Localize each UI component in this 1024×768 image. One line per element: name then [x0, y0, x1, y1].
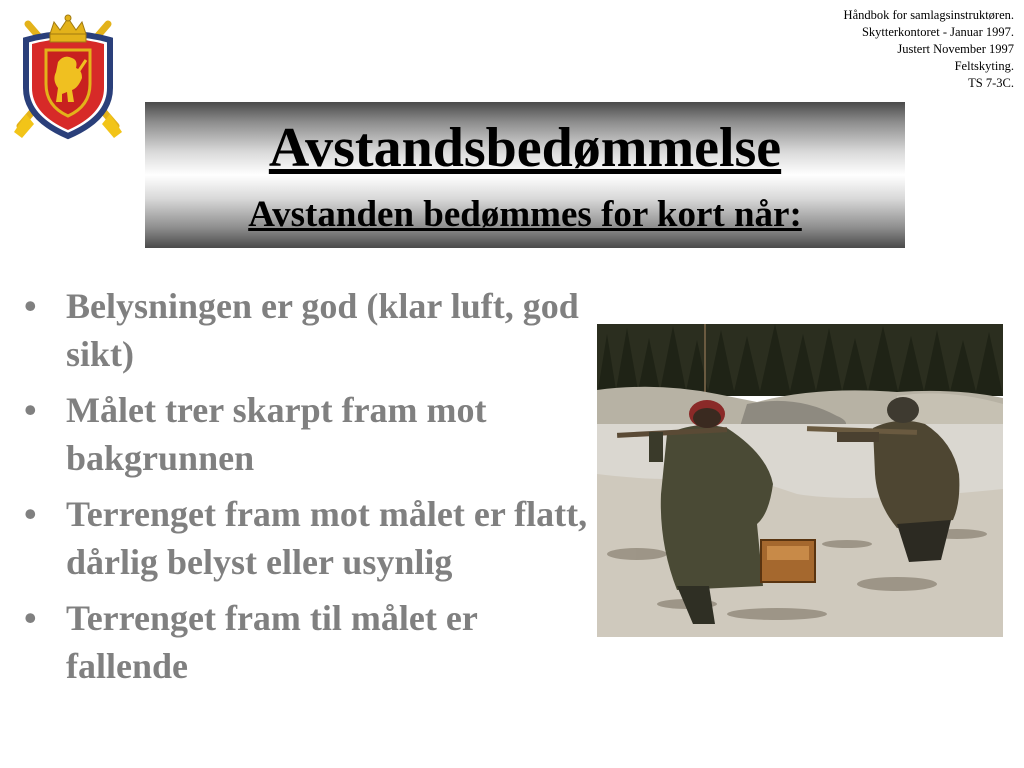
slide-title: Avstandsbedømmelse — [268, 117, 782, 179]
bullet-dot: • — [24, 494, 37, 534]
title-banner — [145, 102, 905, 248]
list-item — [22, 490, 597, 586]
list-item — [22, 282, 597, 378]
list-item — [22, 594, 597, 690]
slide-subtitle: Avstanden bedømmes for kort når: — [248, 194, 802, 235]
bullet-list — [22, 282, 597, 698]
reference-line: Håndbok for samlagsinstruktøren. — [843, 8, 1014, 22]
bullet-text: Terrenget fram mot målet er flatt, dårlig belyst eller usynlig — [66, 494, 588, 582]
list-item — [22, 386, 597, 482]
bullet-text: Terrenget fram til målet er fallende — [66, 598, 478, 686]
bullet-text: Målet trer skarpt fram mot bakgrunnen — [66, 390, 487, 478]
bullet-dot: • — [24, 598, 37, 638]
reference-line: Justert November 1997 — [897, 42, 1014, 56]
document-reference-note — [844, 7, 1014, 92]
reference-line: Skytterkontoret - Januar 1997. — [861, 25, 1014, 39]
bullet-text: Belysningen er god (klar luft, god sikt) — [66, 286, 579, 374]
bullet-dot: • — [24, 286, 37, 326]
shooters-photo — [597, 324, 1003, 637]
shooting-association-emblem-icon — [12, 14, 124, 140]
reference-line: Feltskyting. — [954, 59, 1014, 73]
reference-line: TS 7-3C. — [968, 76, 1014, 90]
bullet-dot: • — [24, 390, 37, 430]
